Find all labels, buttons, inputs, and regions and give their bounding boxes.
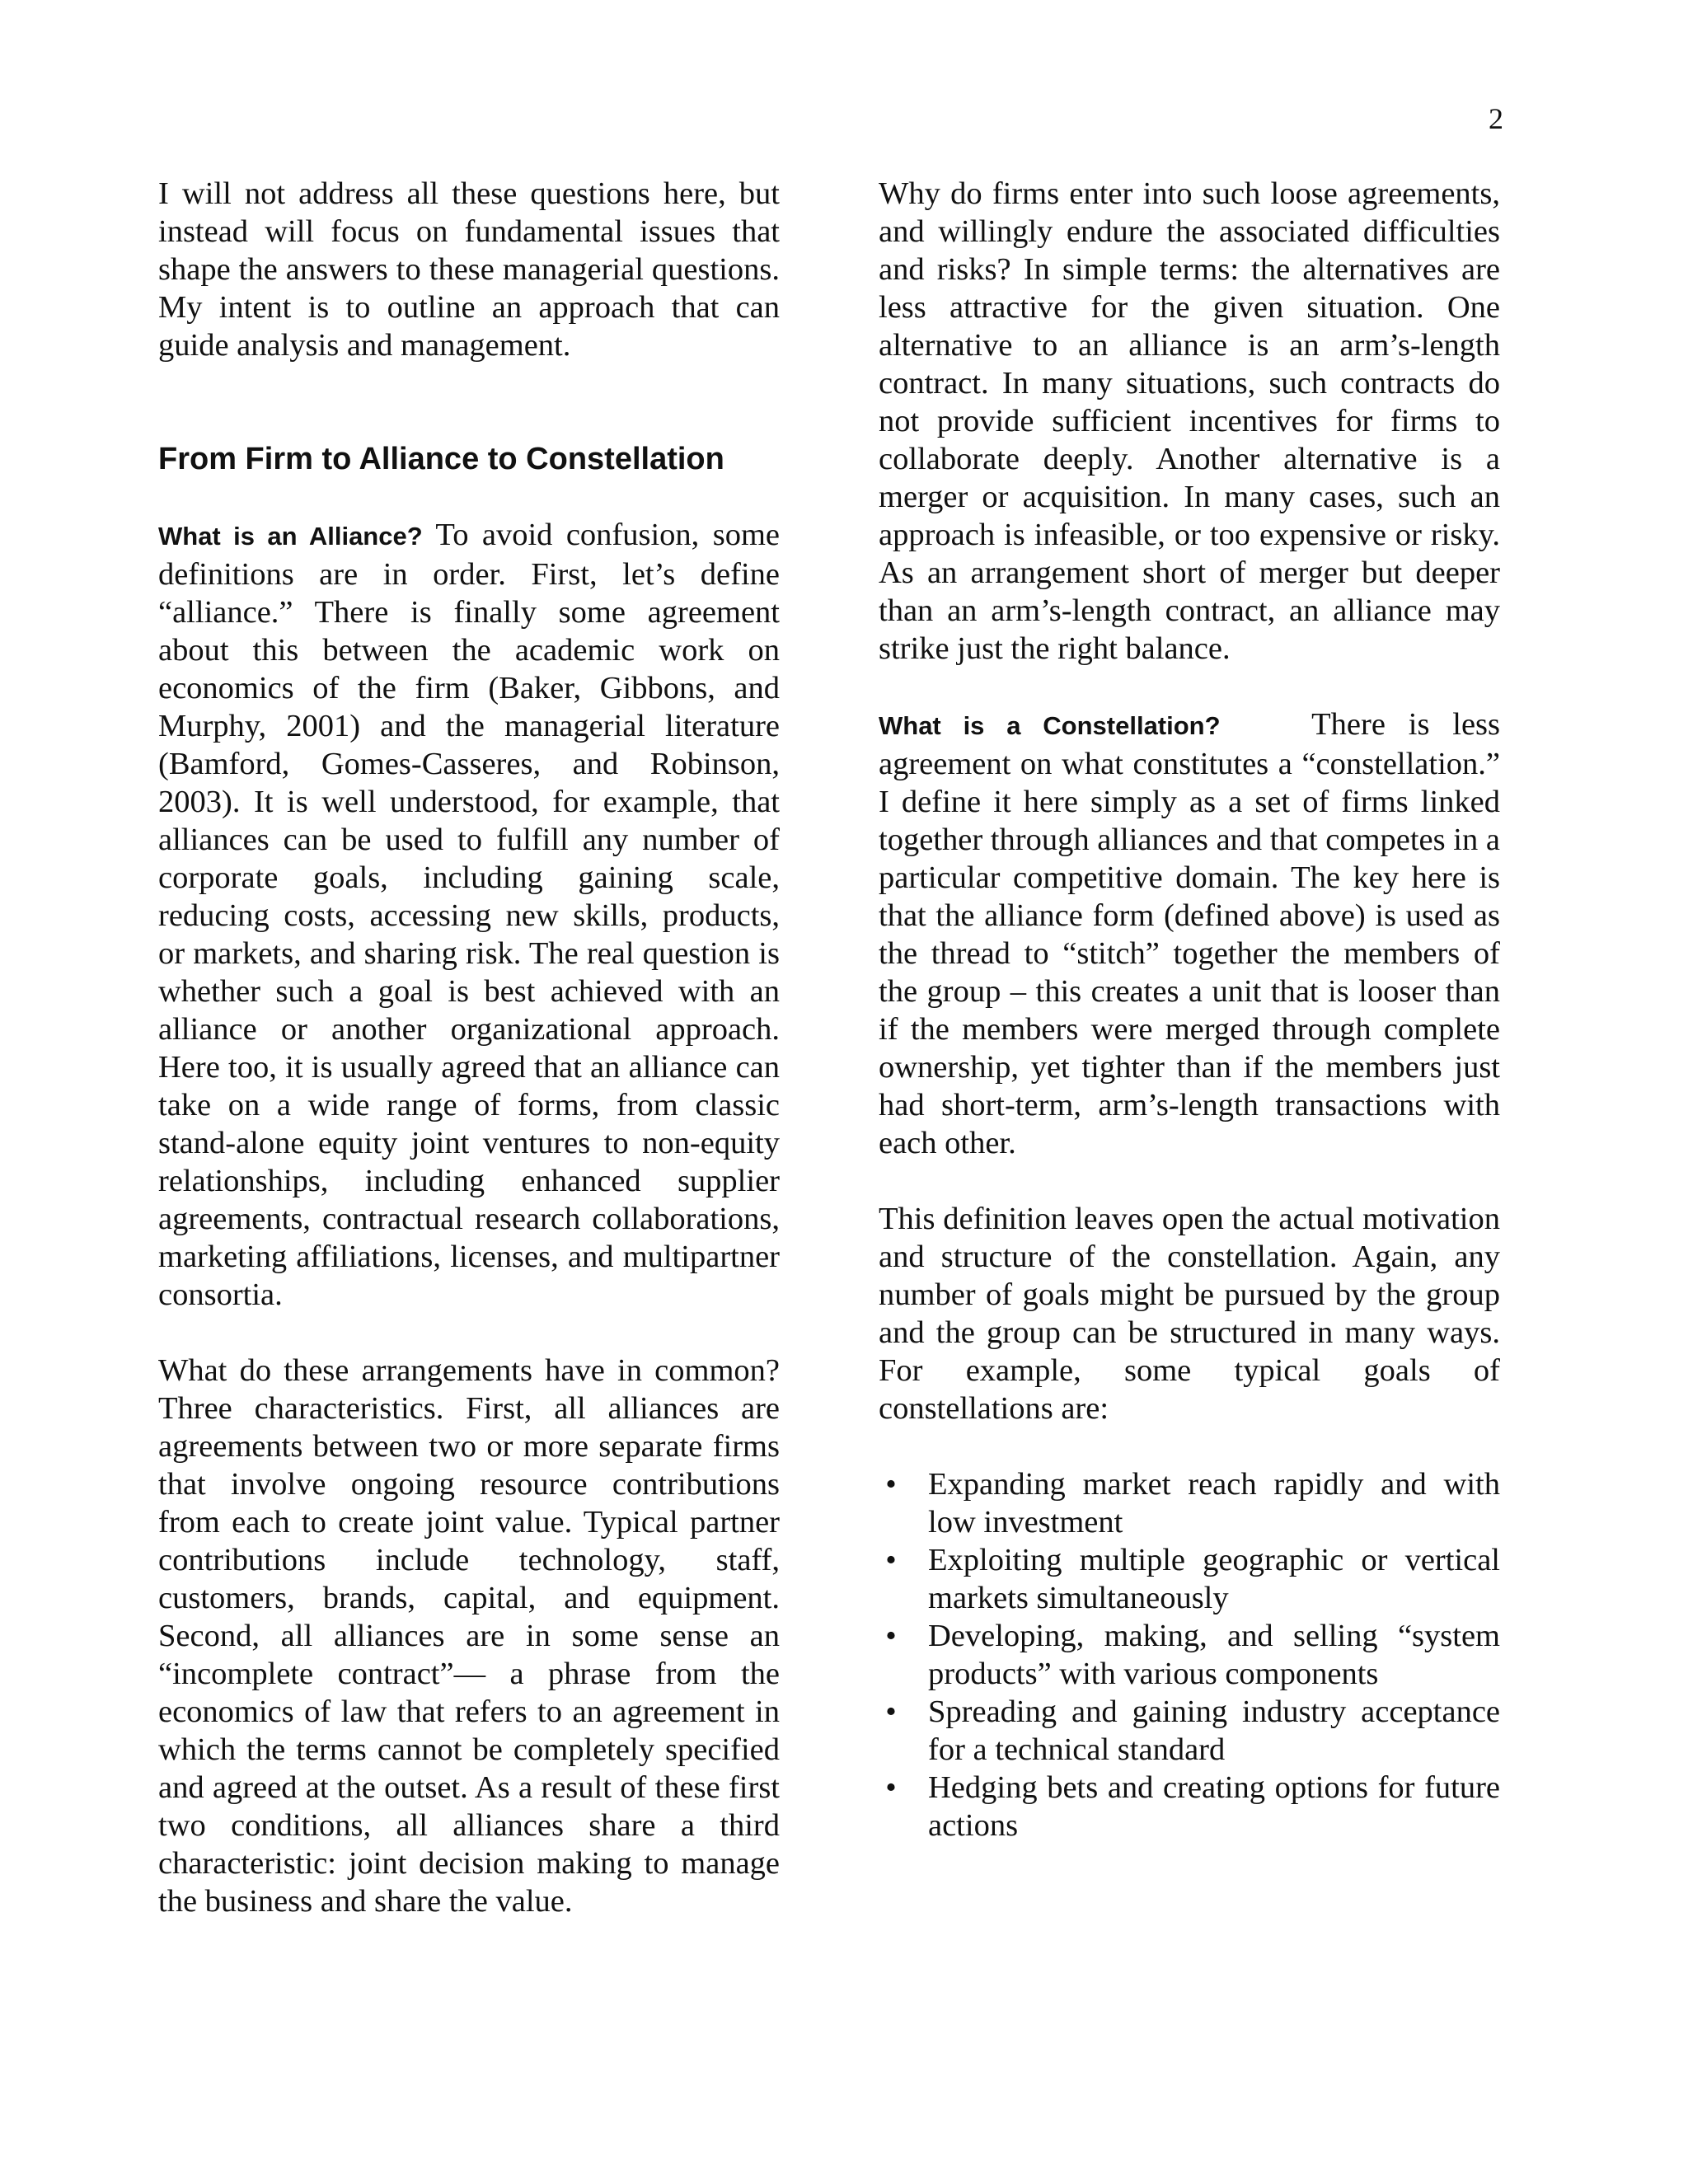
alliance-paragraph [158, 516, 780, 1314]
list-item-text: Exploiting multiple geographic or vertical markets simultaneously [928, 1543, 1500, 1615]
list-item-text: Hedging bets and creating options for future actions [928, 1770, 1500, 1843]
constellation-paragraph-text: There is less agreement on what constitutes a “constellation.” I define it here simply as a set of firms linked together through alliances and that competes in a particular competitive domain. The key here is that the alliance form (defined above) is used as the thread to “stitch” together the members of the group – this creates a unit that is looser than if the members were merged through complete ownership, yet tighter than if the members just had short-term, arm’s-length transactions with each other. [879, 707, 1500, 1160]
section-heading: From Firm to Alliance to Constellation [158, 442, 724, 476]
alliance-paragraph-text: To avoid confusion, some definitions are in order. First, let’s define “alliance.” There is finally some agreement about this between the academic work on economics of the firm (Baker, Gibbons, and Murphy, 2001) and the managerial literature (Bamford, Gomes-Casseres, and Robinson, 2003). It is well understood, for example, that alliances can be used to fulfill any number of corporate goals, including gaining scale, reducing costs, accessing new skills, products, or markets, and sharing risk. The real question is whether such a goal is best achieved with an alliance or another organizational approach. Here too, it is usually agreed that an alliance can take on a wide range of forms, from classic stand-alone equity joint ventures to non-equity relationships, including enhanced supplier agreements, contractual research collaborations, marketing affiliations, licenses, and multipartner consortia. [158, 518, 780, 1312]
list-item-text: Spreading and gaining industry acceptance for a technical standard [928, 1694, 1500, 1767]
list-item-text: Developing, making, and selling “system products” with various components [928, 1619, 1500, 1691]
why-alliances-paragraph: Why do firms enter into such loose agreements, and willingly endure the associated difficulties and risks? In simple terms: the alternatives are less attractive for the given situation. One alternative to an alliance is an arm’s-length contract. In many situations, such contracts do not provide sufficient incentives for firms to collaborate deeply. Another alternative is a merger or acquisition. In many cases, such an approach is infeasible, or too expensive or risky. As an arrangement short of merger but deeper than an arm’s-length contract, an alliance may strike just the right balance. [879, 176, 1500, 666]
list-item [879, 1541, 1500, 1617]
list-item [879, 1769, 1500, 1844]
bullet-icon: • [885, 1619, 897, 1653]
page-number: 2 [1489, 102, 1503, 135]
bullet-icon: • [885, 1770, 897, 1805]
alliance-run-in-heading: What is an Alliance? [158, 522, 423, 551]
list-item [879, 1465, 1500, 1541]
bullet-icon: • [885, 1467, 897, 1502]
list-item [879, 1693, 1500, 1769]
bullet-icon: • [885, 1694, 897, 1729]
definition-paragraph: This definition leaves open the actual motivation and structure of the constellation. Again, any number of goals might be pursued by the group and the group can be structured in many ways. For example, some typical goals of constellations are: [879, 1202, 1500, 1426]
right-column [879, 175, 1500, 1844]
constellation-run-in-heading: What is a Constellation? [879, 711, 1221, 740]
constellation-paragraph [879, 705, 1500, 1162]
list-item-text: Expanding market reach rapidly and with low investment [928, 1467, 1500, 1540]
list-item [879, 1617, 1500, 1693]
common-characteristics-paragraph: What do these arrangements have in common? Three characteristics. First, all alliances are agreements between two or more separate firms that involve ongoing resource contributions from each to create joint value. Typical partner contributions include technology, staff, customers, brands, capital, and equipment. Second, all alliances are in some sense an “incomplete contract”— a phrase from the economics of law that refers to an agreement in which the terms cannot be completely specified and agreed at the outset. As a result of these first two conditions, all alliances share a third characteristic: joint decision making to manage the business and share the value. [158, 1353, 780, 1919]
bullet-icon: • [885, 1543, 897, 1577]
left-column [158, 175, 780, 1920]
goals-list [879, 1465, 1500, 1844]
intro-paragraph: I will not address all these questions here, but instead will focus on fundamental issues that shape the answers to these managerial questions. My intent is to outline an approach that can guide analysis and management. [158, 176, 780, 363]
